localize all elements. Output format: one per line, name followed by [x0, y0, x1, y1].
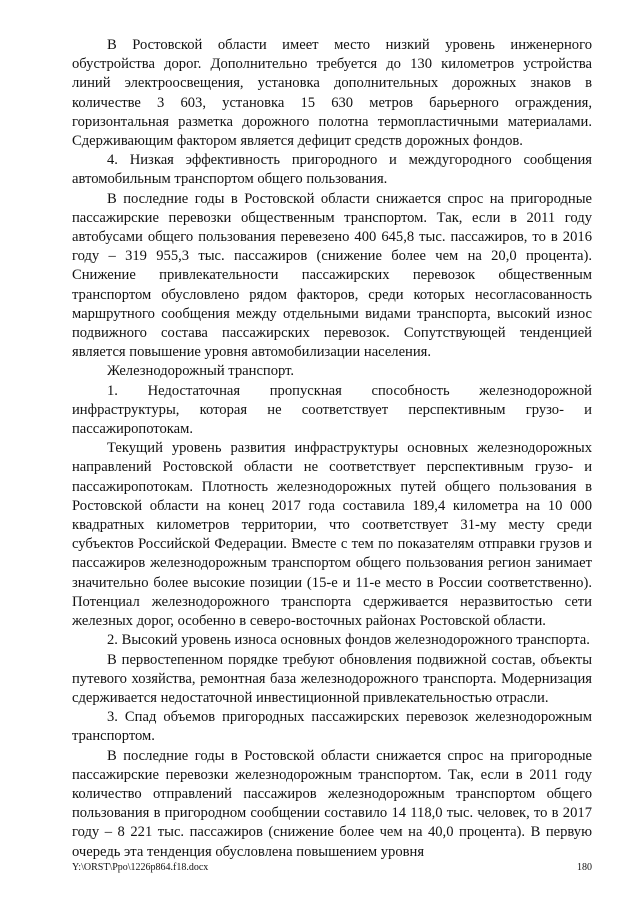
page-number: 180 [577, 862, 592, 873]
paragraph: В первостепенном порядке требуют обновления подвижной состав, объекты путевого хозяйства, ремонтная база железнодорожного транспорта. Модернизация сдерживается недостаточной инвестиционной привлекательностью отрасли. [72, 651, 592, 706]
paragraph: В Ростовской области имеет место низкий уровень инженерного обустройства дорог. Дополнительно требуется до 130 километров устройства линий электроосвещения, установка дополнительных дорожных знаков в количестве 3 603, установка 15 630 метров барьерного ограждения, горизонтальная разметка дорожного полотна термопластичными материалами. Сдерживающим фактором является дефицит средств дорожных фондов. [72, 37, 592, 150]
page-footer [72, 862, 592, 873]
paragraph: 2. Высокий уровень износа основных фондов железнодорожного транспорта. [107, 632, 590, 649]
paragraph: 4. Низкая эффективность пригородного и междугородного сообщения автомобильным транспортом общего пользования. [72, 152, 592, 188]
paragraph: В последние годы в Ростовской области снижается спрос на пригородные пассажирские перевозки железнодорожным транспортом. Так, если в 2011 году количество отправлений пассажиров железнодорожным транспортом общего пользования в пригородном сообщении составило 14 118,0 тыс. человек, то в 2017 году – 8 221 тыс. пассажиров (снижение более чем на 40,0 процента). В первую очередь эта тенденция обусловлена повышением уровня [72, 747, 592, 860]
paragraph: 3. Спад объемов пригородных пассажирских перевозок железнодорожным транспортом. [72, 709, 592, 745]
paragraph: В последние годы в Ростовской области снижается спрос на пригородные пассажирские перевозки общественным транспортом. Так, если в 2011 году автобусами общего пользования перевезено 400 645,8 тыс. пассажиров, то в 2016 году – 319 955,3 тыс. пассажиров (снижение более чем на 20,0 процента). Снижение привлекательности пассажирских перевозок общественным транспортом обусловлено рядом факторов, среди которых несогласованность маршрутного сообщения между отдельными видами транспорта, высокий износ подвижного состава пассажирских перевозок. Сопутствующей тенденцией является повышение уровня автомобилизации населения. [72, 190, 592, 361]
paragraph: Текущий уровень развития инфраструктуры основных железнодорожных направлений Ростовской области не соответствует перспективным грузо- и пассажиропотокам. Плотность железнодорожных путей общего пользования в Ростовской области на конец 2017 года составила 189,4 километра на 10 000 квадратных километров территории, что соответствует 31-му месту среди субъектов Российской Федерации. Вместе с тем по показателям отправки грузов и пассажиров железнодорожным транспортом общего пользования регион занимает значительно более высокие позиции (15-е и 11-е место в России соответственно). Потенциал железнодорожного транспорта сдерживается неразвитостью сети железных дорог, особенно в северо-восточных районах Ростовской области. [72, 440, 592, 630]
document-body [72, 36, 592, 862]
section-heading: Железнодорожный транспорт. [107, 363, 295, 380]
footer-file-path: Y:\ORST\Ppo\1226p864.f18.docx [72, 862, 209, 873]
paragraph: 1. Недостаточная пропускная способность железнодорожной инфраструктуры, которая не соответствует перспективным грузо- и пассажиропотокам. [72, 382, 592, 438]
